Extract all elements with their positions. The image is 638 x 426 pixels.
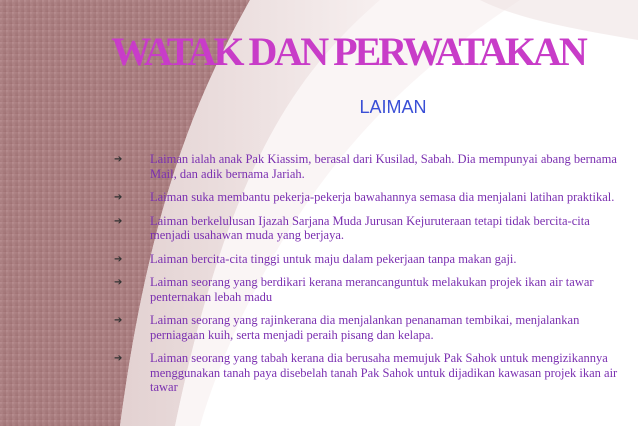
arrow-bullet-icon: ➔ — [114, 192, 123, 203]
arrow-bullet-icon: ➔ — [114, 315, 123, 326]
list-item-text: Laiman ialah anak Pak Kiassim, berasal dari Kusilad, Sabah. Dia mempunyai abang bernama Mail, dan adik bernama Jariah. — [150, 152, 617, 181]
list-item-text: Laiman berkelulusan Ijazah Sarjana Muda Jurusan Kejuruteraan tetapi tidak bercita-cita menjadi usahawan muda yang berjaya. — [150, 213, 590, 242]
arrow-bullet-icon: ➔ — [114, 353, 123, 364]
list-item — [114, 275, 624, 304]
list-item-text: Laiman bercita-cita tinggi untuk maju dalam pekerjaan tanpa makan gaji. — [150, 251, 517, 266]
arrow-bullet-icon: ➔ — [114, 253, 123, 265]
list-item-text: Laiman suka membantu pekerja-pekerja bawahannya semasa dia menjalani latihan praktikal. — [150, 190, 615, 204]
list-item-text: Laiman seorang yang rajinkerana dia menjalankan penanaman tembikai, menjalankan perniagaan kuih, serta menjadi peraih pisang dan kelapa. — [150, 313, 580, 342]
slide-title: WATAK DAN PERWATAKAN — [111, 29, 585, 74]
list-item — [114, 252, 624, 267]
list-item — [114, 214, 624, 243]
list-item-text: Laiman seorang yang tabah kerana dia berusaha memujuk Pak Sahok untuk mengizikannya menggunakan tanah paya disebelah tanah Pak Sahok untuk dijadikan kawasan projek ikan air tawar — [150, 351, 618, 394]
list-item — [114, 190, 624, 205]
slide-subtitle: LAIMAN — [359, 97, 427, 117]
bullet-list — [114, 152, 624, 404]
list-item-text: Laiman seorang yang berdikari kerana merancanguntuk melakukan projek ikan air tawar penternakan lebah madu — [150, 275, 594, 304]
arrow-bullet-icon: ➔ — [114, 215, 123, 227]
list-item — [114, 351, 624, 395]
arrow-bullet-icon: ➔ — [114, 277, 123, 288]
arrow-bullet-icon: ➔ — [114, 154, 123, 165]
list-item — [114, 152, 624, 181]
list-item — [114, 313, 624, 342]
